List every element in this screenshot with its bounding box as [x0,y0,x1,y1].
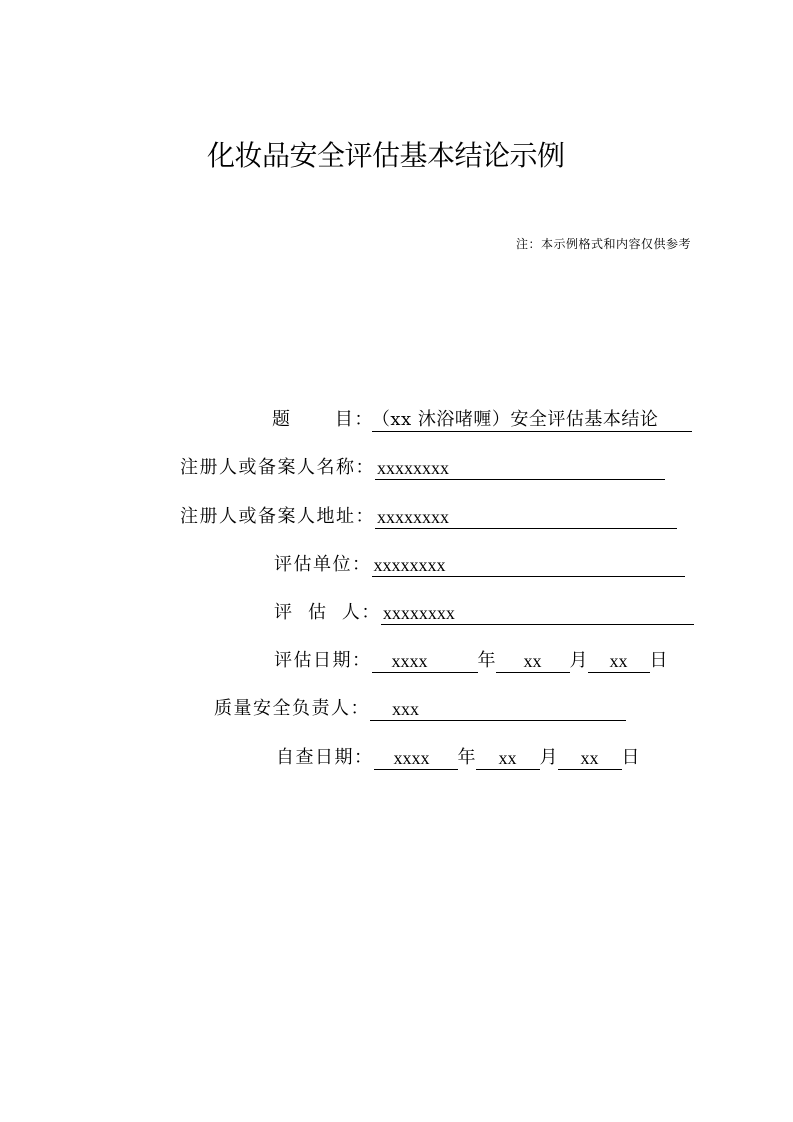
reference-note: 注：本示例格式和内容仅供参考 [515,237,691,251]
quality-manager-label: 质量安全负责人： [214,698,370,719]
self-check-day-field[interactable]: xx [558,747,622,770]
self-check-day-unit: 日 [621,747,640,768]
subject-row [272,404,692,432]
assessment-date-label: 评估日期： [274,650,372,671]
registrant-name-row [180,452,665,480]
self-check-date-label: 自查日期： [276,747,374,768]
assessment-month-field[interactable]: xx [496,650,570,673]
self-check-date-row [276,742,640,770]
assessment-year-unit: 年 [477,650,496,671]
self-check-year-unit: 年 [457,747,476,768]
registrant-name-field[interactable]: xxxxxxxx [375,457,665,480]
assessment-day-field[interactable]: xx [588,650,650,673]
page-title: 化妆品安全评估基本结论示例 [207,139,565,172]
quality-manager-field[interactable]: xxx [370,698,626,721]
registrant-address-row [180,501,677,529]
assessment-year-field[interactable]: xxxx [372,650,478,673]
self-check-year-field[interactable]: xxxx [374,747,458,770]
assessment-unit-row [274,549,685,577]
assessment-day-unit: 日 [649,650,668,671]
assessment-unit-label: 评估单位： [274,554,372,575]
subject-label: 题 目： [272,409,374,430]
assessment-date-row [274,645,668,673]
registrant-address-label: 注册人或备案人地址： [180,506,375,527]
assessor-label: 评 估 人： [274,602,381,623]
assessor-row [274,597,694,625]
assessment-unit-field[interactable]: xxxxxxxx [372,554,685,577]
self-check-month-unit: 月 [539,747,558,768]
registrant-address-field[interactable]: xxxxxxxx [375,506,677,529]
assessment-month-unit: 月 [569,650,588,671]
registrant-name-label: 注册人或备案人名称： [180,457,375,478]
self-check-month-field[interactable]: xx [476,747,540,770]
subject-field[interactable]: （xx 沐浴啫喱）安全评估基本结论 [372,409,692,432]
quality-manager-row [214,693,626,721]
assessor-field[interactable]: xxxxxxxx [381,602,694,625]
